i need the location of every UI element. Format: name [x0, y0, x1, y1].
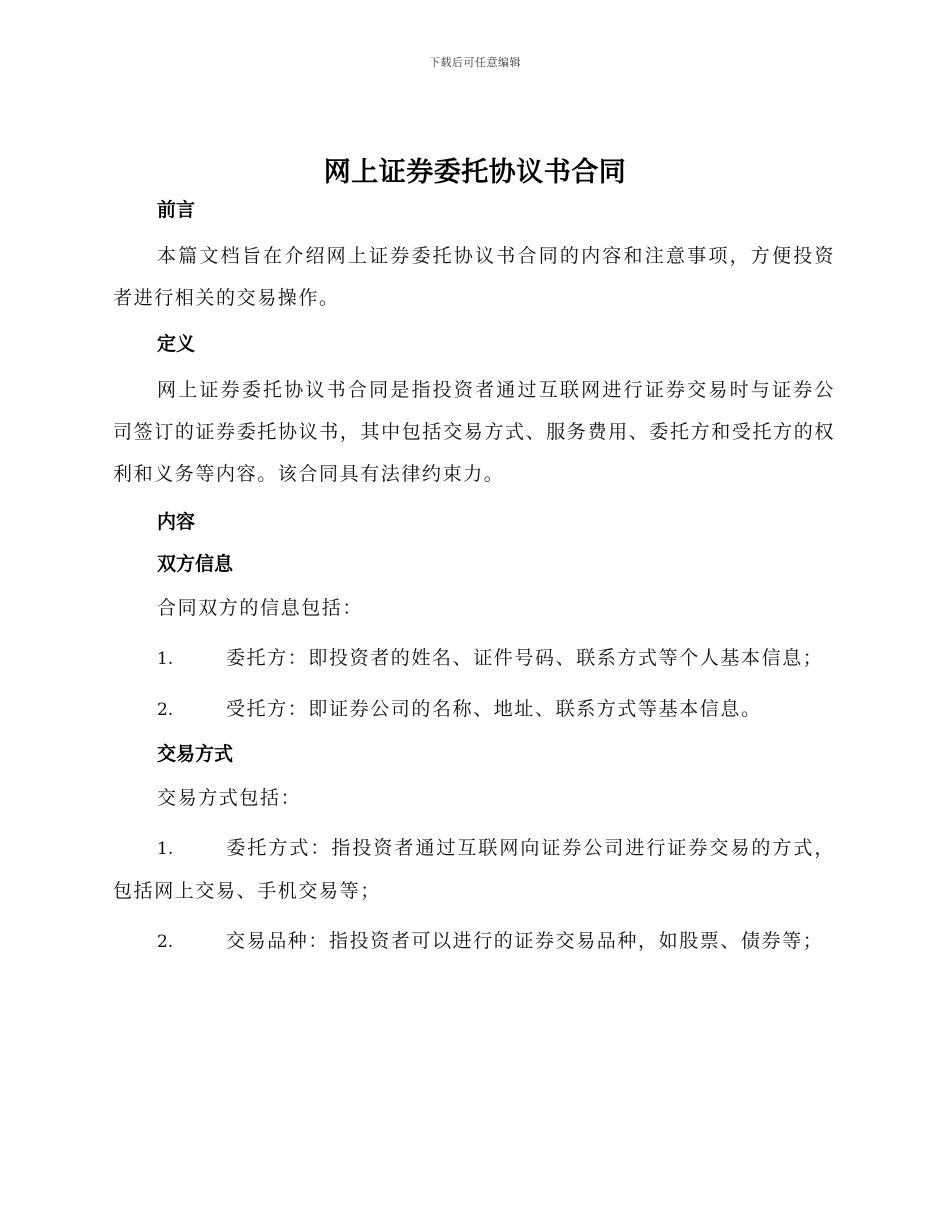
header-note: 下载后可任意编辑	[429, 56, 521, 69]
paragraph-parties-intro: 合同双方的信息包括：	[157, 597, 364, 619]
heading-trading: 交易方式	[157, 743, 234, 765]
list-item	[113, 920, 835, 963]
list-item-text: 受托方：即证券公司的名称、地址、联系方式等基本信息。	[226, 698, 762, 720]
paragraph-trading-intro: 交易方式包括：	[157, 787, 302, 809]
document-title: 网上证券委托协议书合同	[323, 157, 627, 188]
list-item-text: 委托方式：指投资者通过互联网向证券公司进行证券交易的方式，包括网上交易、手机交易等；	[113, 837, 835, 902]
list-item-number: 1.	[157, 649, 174, 669]
heading-content: 内容	[157, 511, 196, 533]
list-item	[113, 637, 835, 680]
paragraph-preface: 本篇文档旨在介绍网上证券委托协议书合同的内容和注意事项，方便投资者进行相关的交易操作。	[113, 245, 835, 309]
heading-parties: 双方信息	[157, 553, 234, 575]
list-item	[113, 827, 835, 912]
list-item-number: 2.	[157, 700, 174, 720]
heading-preface: 前言	[157, 199, 196, 221]
list-item	[113, 688, 835, 731]
paragraph-definition: 网上证券委托协议书合同是指投资者通过互联网进行证券交易时与证券公司签订的证券委托协议书，其中包括交易方式、服务费用、委托方和受托方的权利和义务等内容。该合同具有法律约束力。	[113, 379, 835, 485]
list-item-text: 交易品种：指投资者可以进行的证券交易品种，如股票、债券等；	[226, 930, 824, 952]
list-item-number: 2.	[157, 932, 174, 952]
list-item-text: 委托方：即投资者的姓名、证件号码、联系方式等个人基本信息；	[226, 647, 824, 669]
document-body	[113, 195, 835, 963]
list-item-number: 1.	[157, 839, 174, 859]
heading-definition: 定义	[157, 333, 196, 355]
